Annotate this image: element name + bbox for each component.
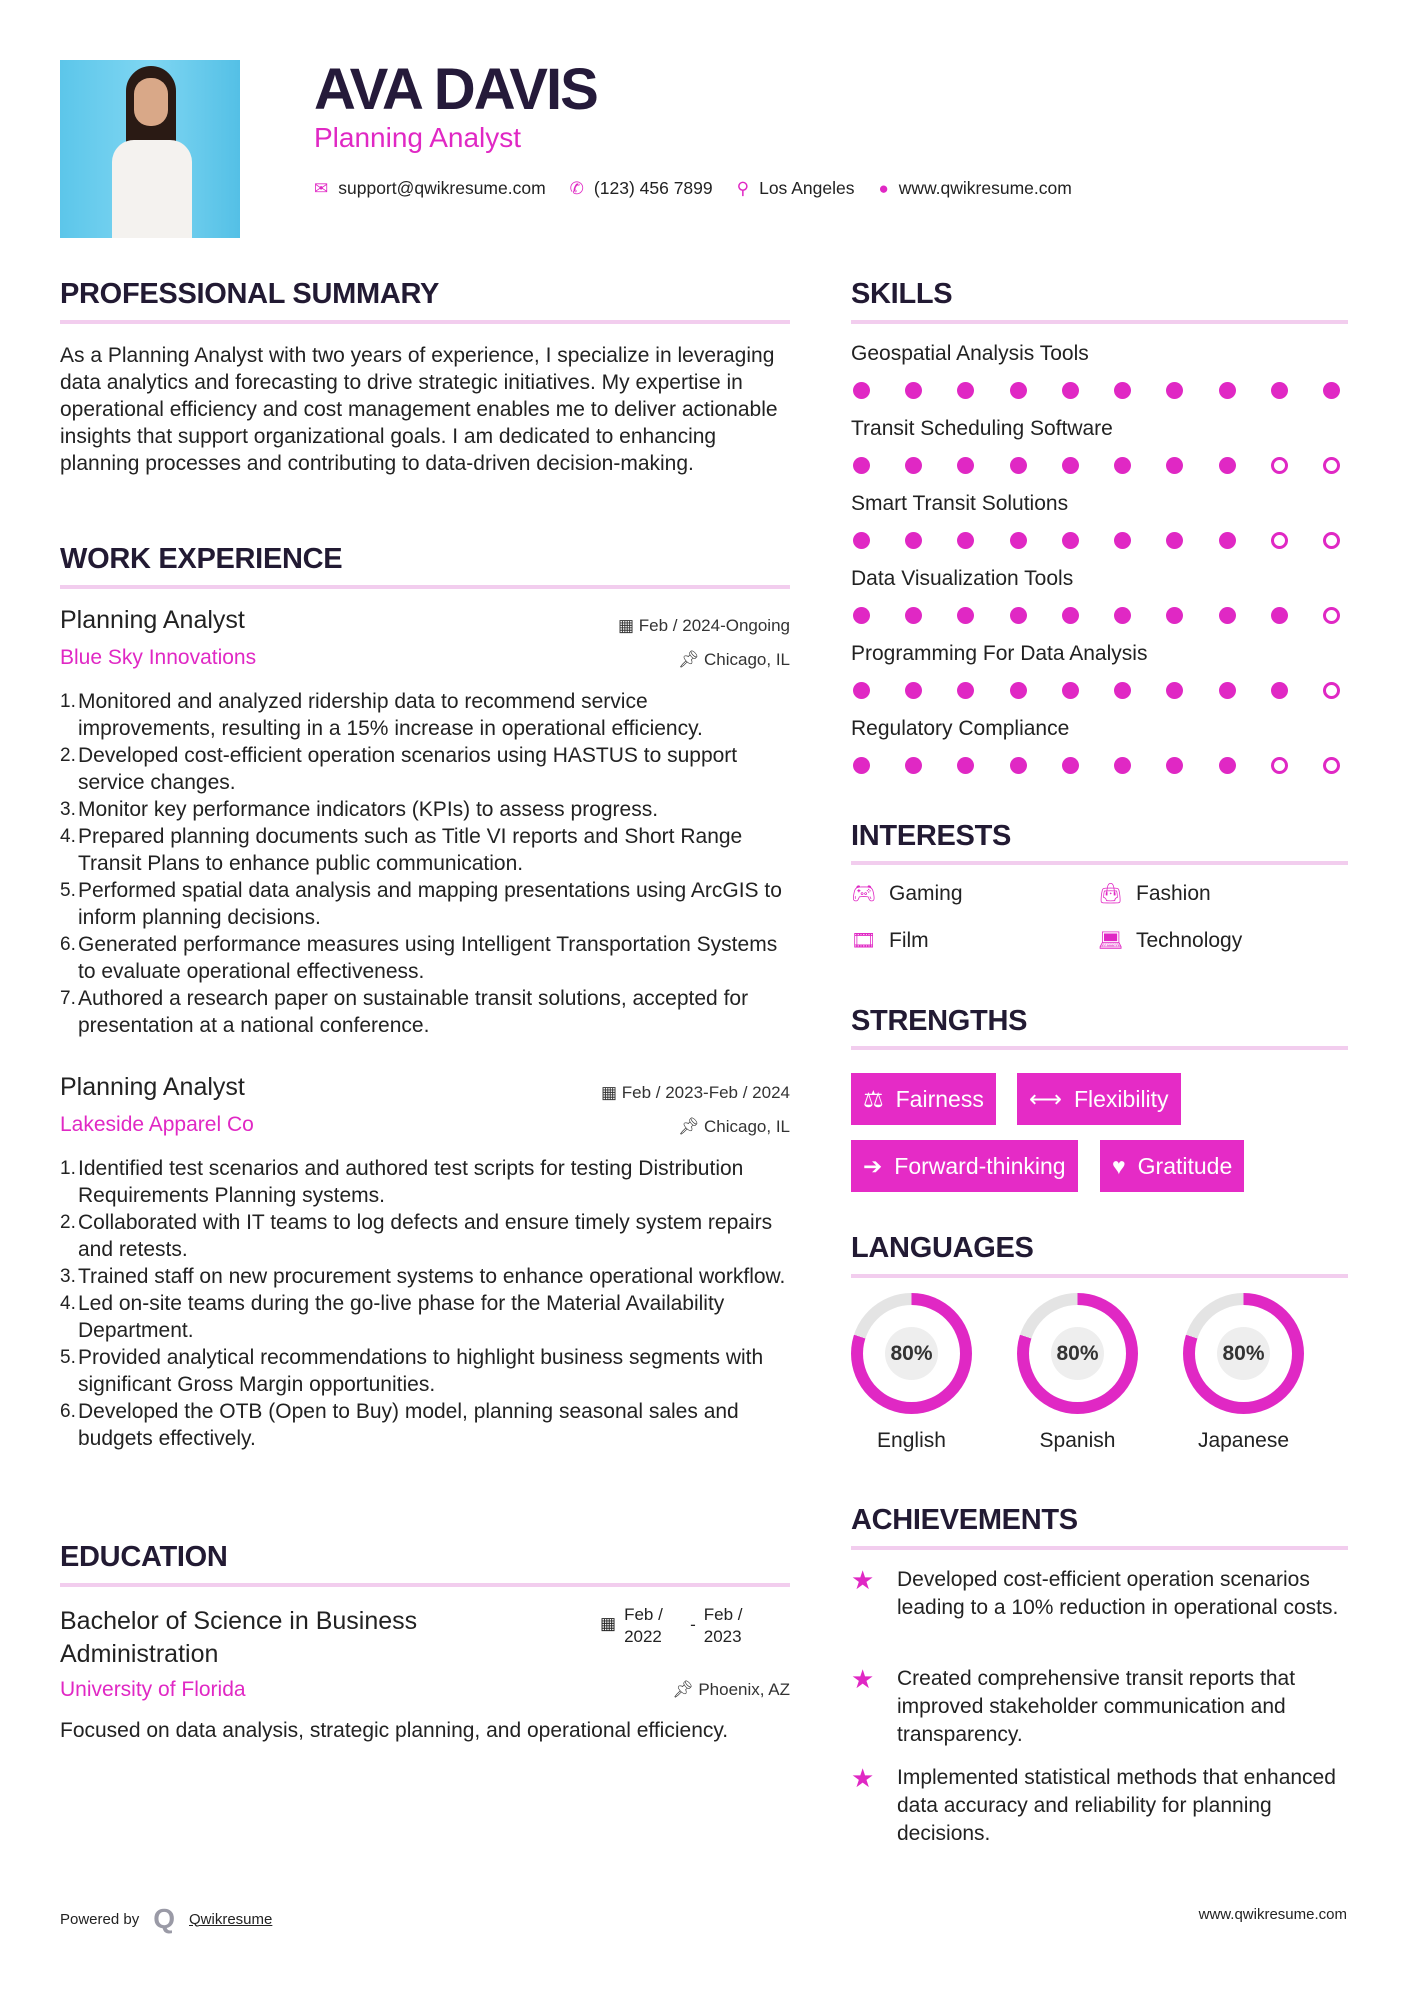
- interest-label: Technology: [1136, 928, 1243, 952]
- rating-dot-filled: [905, 682, 922, 699]
- achievement-item: [851, 1764, 1348, 1848]
- start-date: Feb / 2022: [624, 1605, 663, 1646]
- job-dates-text: Feb / 2024-Ongoing: [638, 616, 790, 635]
- company-name: Lakeside Apparel Co: [60, 1113, 254, 1136]
- candidate-name: AVA DAVIS: [314, 57, 597, 122]
- job-location: [490, 1117, 790, 1137]
- rating-dot-filled: [957, 682, 974, 699]
- rating-dot-filled: [853, 682, 870, 699]
- language-donut: [851, 1293, 972, 1414]
- language-percent: 80%: [1056, 1342, 1099, 1365]
- skills-heading: SKILLS: [851, 278, 953, 310]
- rating-dot-filled: [1010, 607, 1027, 624]
- rating-dot-filled: [1010, 682, 1027, 699]
- education-description: Focused on data analysis, strategic planning, and operational efficiency.: [60, 1719, 729, 1742]
- job-dates-text: Feb / 2023-Feb / 2024: [621, 1083, 790, 1102]
- divider: [851, 1274, 1348, 1278]
- summary-text: As a Planning Analyst with two years of experience, I specialize in leveraging data analytics and forecasting to drive strategic initiatives. My expertise in operational efficiency and cost management enables me to deliver actionable insights that support organizational goals. I am dedicated to enhancing planning processes and contributing to data-driven decision-making.: [60, 344, 778, 475]
- rating-dot-filled: [1166, 607, 1183, 624]
- interest-label: Film: [889, 928, 929, 952]
- divider: [851, 1046, 1348, 1050]
- rating-dot-filled: [1062, 607, 1079, 624]
- rating-dot-filled: [905, 457, 922, 474]
- job-location-text: Chicago, IL: [704, 1117, 790, 1136]
- bullet-item: Prepared planning documents such as Title VI reports and Short Range Transit Plans to enhance public communication.: [78, 825, 743, 875]
- phone[interactable]: (123) 456 7899: [593, 178, 713, 198]
- rating-dot-filled: [1062, 532, 1079, 549]
- rating-dot-filled: [1114, 382, 1131, 399]
- rating-dot-empty: [1271, 757, 1288, 774]
- donut-inner: [1029, 1305, 1126, 1402]
- phone-icon: ✆: [569, 178, 584, 198]
- rating-dot-empty: [1323, 532, 1340, 549]
- calendar-icon: ▦: [617, 616, 639, 635]
- rating-dot-empty: [1323, 757, 1340, 774]
- bullet-item: Performed spatial data analysis and mapping presentations using ArcGIS to inform planning decisions.: [78, 879, 782, 929]
- skill-name: Geospatial Analysis Tools: [851, 342, 1089, 365]
- donut-inner: [863, 1305, 960, 1402]
- rating-dot-filled: [1010, 757, 1027, 774]
- rating-dot-filled: [1010, 457, 1027, 474]
- interest-label: Fashion: [1136, 881, 1211, 905]
- heart-icon: ♥: [1112, 1152, 1126, 1179]
- bullet-item: Trained staff on new procurement systems to enhance operational workflow.: [78, 1265, 786, 1288]
- location: Los Angeles: [759, 178, 855, 198]
- bullet-item: Generated performance measures using Intelligent Transportation Systems to evaluate operational effectiveness.: [78, 933, 778, 983]
- divider: [851, 1546, 1348, 1550]
- bullet-item: Developed cost-efficient operation scenarios using HASTUS to support service changes.: [78, 744, 738, 794]
- rating-dot-filled: [1062, 757, 1079, 774]
- job-title: Planning Analyst: [60, 1073, 245, 1101]
- email-icon: ✉: [314, 178, 329, 198]
- skill-rating: [853, 682, 1340, 699]
- rating-dot-filled: [1323, 382, 1340, 399]
- rating-dot-filled: [1271, 382, 1288, 399]
- skill-name: Programming For Data Analysis: [851, 642, 1148, 665]
- rating-dot-filled: [1114, 757, 1131, 774]
- language-percent: 80%: [1222, 1342, 1265, 1365]
- rating-dot-filled: [853, 382, 870, 399]
- rating-dot-filled: [1062, 682, 1079, 699]
- rating-dot-filled: [1010, 382, 1027, 399]
- rating-dot-filled: [1219, 382, 1236, 399]
- skill-name: Transit Scheduling Software: [851, 417, 1113, 440]
- job-bullets: [60, 688, 790, 1039]
- skill-name: Smart Transit Solutions: [851, 492, 1069, 515]
- rating-dot-filled: [1062, 382, 1079, 399]
- arrow-right-icon: ➔: [863, 1152, 883, 1179]
- skill-rating: [853, 607, 1340, 624]
- skill-rating: [853, 457, 1340, 474]
- summary-heading: PROFESSIONAL SUMMARY: [60, 278, 440, 310]
- education-dates: [600, 1604, 754, 1648]
- bullet-item: Monitored and analyzed ridership data to recommend service improvements, resulting in a 15% increase in operational efficiency.: [78, 690, 703, 740]
- divider: [60, 585, 790, 589]
- rating-dot-filled: [1114, 532, 1131, 549]
- divider: [851, 861, 1348, 865]
- language-donut: [1017, 1293, 1138, 1414]
- strength-badge: [1100, 1140, 1244, 1192]
- interest-item: [851, 881, 963, 906]
- profile-photo: [60, 60, 240, 238]
- interest-item: [1098, 881, 1211, 906]
- achievement-text: Created comprehensive transit reports that improved stakeholder communication and transparency.: [897, 1667, 1296, 1746]
- job-title: Planning Analyst: [60, 606, 245, 634]
- education-heading: EDUCATION: [60, 1541, 228, 1573]
- rating-dot-filled: [1219, 757, 1236, 774]
- rating-dot-filled: [1166, 757, 1183, 774]
- rating-dot-filled: [1114, 457, 1131, 474]
- skill-name: Data Visualization Tools: [851, 567, 1074, 590]
- candidate-title: Planning Analyst: [314, 122, 522, 153]
- education-location: 📌︎ Phoenix, AZ: [672, 1680, 790, 1699]
- divider: [60, 1583, 790, 1587]
- school: University of Florida: [60, 1678, 246, 1701]
- rating-dot-filled: [1219, 457, 1236, 474]
- rating-dot-empty: [1271, 457, 1288, 474]
- website[interactable]: www.qwikresume.com: [898, 178, 1072, 198]
- strength-label: Fairness: [895, 1085, 984, 1112]
- rating-dot-filled: [1271, 682, 1288, 699]
- strength-badge: [851, 1073, 996, 1125]
- rating-dot-filled: [957, 757, 974, 774]
- bullet-item: Identified test scenarios and authored test scripts for testing Distribution Requirements Planning systems.: [78, 1157, 744, 1207]
- rating-dot-filled: [957, 532, 974, 549]
- rating-dot-filled: [905, 532, 922, 549]
- language-percent: 80%: [890, 1342, 933, 1365]
- rating-dot-filled: [853, 532, 870, 549]
- donut-inner: [1195, 1305, 1292, 1402]
- contact-bar: [314, 178, 1072, 199]
- strength-label: Gratitude: [1137, 1152, 1233, 1179]
- footer-website[interactable]: www.qwikresume.com: [1198, 1906, 1347, 1923]
- achievement-text: Implemented statistical methods that enhanced data accuracy and reliability for planning decisions.: [897, 1766, 1336, 1845]
- rating-dot-empty: [1323, 607, 1340, 624]
- job-bullets: [60, 1155, 790, 1452]
- film-icon: 🎞︎: [851, 930, 877, 952]
- language-donut: [1183, 1293, 1304, 1414]
- strength-badge: [1017, 1073, 1181, 1125]
- work-heading: WORK EXPERIENCE: [60, 543, 343, 575]
- rating-dot-filled: [957, 607, 974, 624]
- pin-icon: 📌︎: [677, 650, 704, 669]
- achievement-text: Developed cost-efficient operation scenarios leading to a 10% reduction in operational costs.: [897, 1568, 1339, 1619]
- interest-item: [1098, 928, 1242, 953]
- rating-dot-filled: [1219, 532, 1236, 549]
- rating-dot-filled: [853, 457, 870, 474]
- pin-icon: 📌︎: [672, 1680, 699, 1699]
- rating-dot-empty: [1323, 682, 1340, 699]
- qwikresume-logo-icon: Q: [153, 1903, 175, 1934]
- laptop-icon: 💻︎: [1098, 930, 1124, 952]
- location-pin-icon: ⚲: [736, 178, 750, 198]
- job-location: [490, 650, 790, 670]
- company-name: Blue Sky Innovations: [60, 646, 257, 669]
- interest-item: [851, 928, 929, 953]
- powered-by-label: Powered by: [60, 1910, 140, 1928]
- rating-dot-filled: [957, 382, 974, 399]
- calendar-icon: ▦: [600, 1083, 622, 1102]
- bullet-item: Developed the OTB (Open to Buy) model, planning seasonal sales and budgets effectively.: [78, 1400, 739, 1450]
- rating-dot-empty: [1323, 457, 1340, 474]
- rating-dot-filled: [853, 757, 870, 774]
- date-separator: -: [690, 1615, 696, 1634]
- pin-icon: 📌︎: [677, 1117, 704, 1136]
- strength-label: Forward-thinking: [894, 1152, 1066, 1179]
- job-dates: [490, 1083, 790, 1103]
- rating-dot-empty: [1271, 532, 1288, 549]
- shopping-bag-icon: 👜︎: [1098, 883, 1124, 905]
- star-icon: ★: [851, 1763, 875, 1793]
- brand-link[interactable]: Qwikresume: [189, 1910, 273, 1928]
- job-location-text: Chicago, IL: [704, 650, 790, 669]
- strengths-heading: STRENGTHS: [851, 1005, 1028, 1037]
- star-icon: ★: [851, 1664, 875, 1694]
- rating-dot-filled: [1062, 457, 1079, 474]
- strength-label: Flexibility: [1073, 1085, 1169, 1112]
- rating-dot-filled: [1166, 532, 1183, 549]
- bullet-item: Collaborated with IT teams to log defects and ensure timely system repairs and retests.: [78, 1211, 773, 1261]
- achievement-item: [851, 1566, 1348, 1622]
- rating-dot-filled: [905, 382, 922, 399]
- gamepad-icon: 🎮︎: [851, 883, 877, 905]
- email[interactable]: support@qwikresume.com: [338, 178, 546, 198]
- languages-heading: LANGUAGES: [851, 1232, 1034, 1264]
- divider: [60, 320, 790, 324]
- rating-dot-filled: [1114, 682, 1131, 699]
- skill-rating: [853, 532, 1340, 549]
- achievements-heading: ACHIEVEMENTS: [851, 1504, 1078, 1536]
- rating-dot-filled: [905, 607, 922, 624]
- rating-dot-filled: [1219, 682, 1236, 699]
- language-name: Japanese: [1197, 1429, 1290, 1452]
- bullet-item: Authored a research paper on sustainable transit solutions, accepted for presentation at a national conference.: [78, 987, 749, 1037]
- language-name: Spanish: [1039, 1429, 1116, 1452]
- end-date: Feb / 2023: [703, 1605, 743, 1646]
- footer-powered: [60, 1903, 272, 1935]
- rating-dot-filled: [1271, 607, 1288, 624]
- strength-badge: [851, 1140, 1078, 1192]
- rating-dot-filled: [1010, 532, 1027, 549]
- bullet-item: Provided analytical recommendations to highlight business segments with significant Gross Margin opportunities.: [78, 1346, 764, 1396]
- star-icon: ★: [851, 1565, 875, 1595]
- skill-rating: [853, 382, 1340, 399]
- divider: [851, 320, 1348, 324]
- skill-name: Regulatory Compliance: [851, 717, 1070, 740]
- bullet-item: Led on-site teams during the go-live phase for the Material Availability Department.: [78, 1292, 725, 1342]
- skill-rating: [853, 757, 1340, 774]
- interests-heading: INTERESTS: [851, 820, 1012, 852]
- calendar-icon: ▦: [600, 1614, 617, 1633]
- rating-dot-filled: [1166, 382, 1183, 399]
- degree: Bachelor of Science in Business Administration: [60, 1607, 418, 1668]
- rating-dot-filled: [905, 757, 922, 774]
- rating-dot-filled: [1166, 457, 1183, 474]
- job-dates: [490, 616, 790, 636]
- rating-dot-filled: [853, 607, 870, 624]
- rating-dot-filled: [1219, 607, 1236, 624]
- bullet-item: Monitor key performance indicators (KPIs) to assess progress.: [78, 798, 659, 821]
- language-name: English: [877, 1429, 946, 1452]
- arrows-horizontal-icon: ⟷: [1029, 1085, 1062, 1112]
- interest-label: Gaming: [889, 881, 963, 905]
- achievement-item: [851, 1665, 1348, 1749]
- rating-dot-filled: [1114, 607, 1131, 624]
- globe-icon: ●: [878, 178, 889, 198]
- balance-scale-icon: ⚖: [863, 1085, 884, 1112]
- rating-dot-filled: [1166, 682, 1183, 699]
- rating-dot-filled: [957, 457, 974, 474]
